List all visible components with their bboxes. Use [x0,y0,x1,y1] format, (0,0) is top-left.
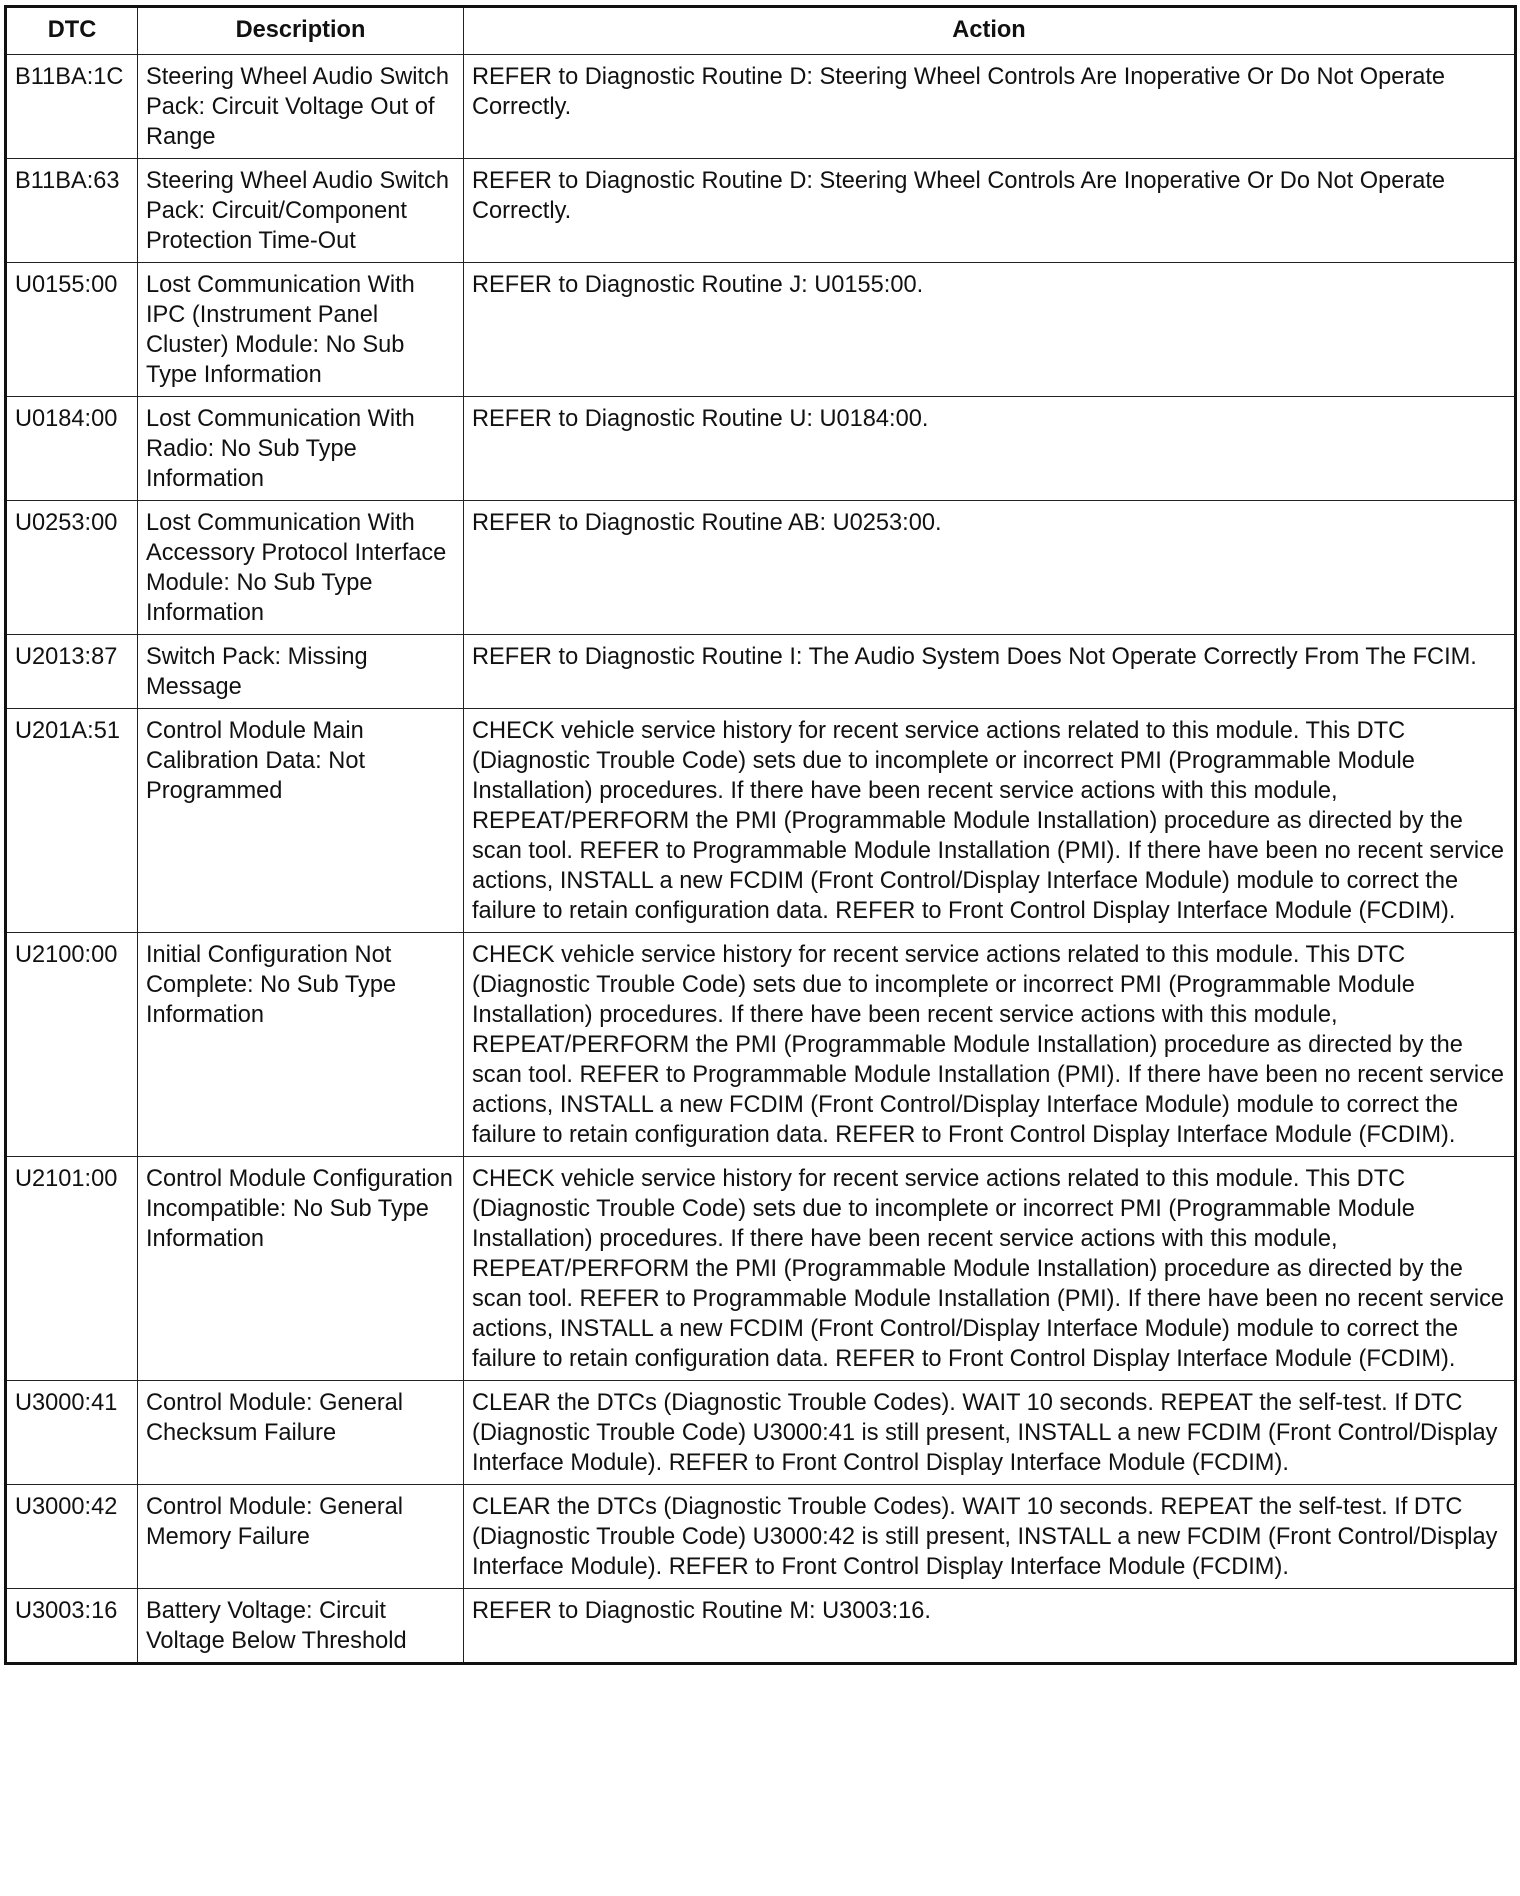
action-cell: REFER to Diagnostic Routine D: Steering Wheel Controls Are Inoperative Or Do Not Operate Correctly. [464,55,1516,159]
dtc-code-cell: U0253:00 [6,501,138,635]
table-row [6,397,1516,501]
description-cell: Steering Wheel Audio Switch Pack: Circuit Voltage Out of Range [138,55,464,159]
table-row [6,55,1516,159]
table-row [6,1381,1516,1485]
description-cell: Control Module Main Calibration Data: Not Programmed [138,709,464,933]
dtc-code-cell: U0155:00 [6,263,138,397]
dtc-code-cell: B11BA:63 [6,159,138,263]
document-page [4,5,1514,1665]
dtc-table [4,5,1517,1665]
description-cell: Lost Communication With Accessory Protocol Interface Module: No Sub Type Information [138,501,464,635]
action-cell: CLEAR the DTCs (Diagnostic Trouble Codes). WAIT 10 seconds. REPEAT the self-test. If DTC (Diagnostic Trouble Code) U3000:42 is still present, INSTALL a new FCDIM (Front Control/Display Interface Module). REFER to Front Control Display Interface Module (FCDIM). [464,1485,1516,1589]
action-cell: REFER to Diagnostic Routine D: Steering Wheel Controls Are Inoperative Or Do Not Operate Correctly. [464,159,1516,263]
table-row [6,263,1516,397]
action-cell: CHECK vehicle service history for recent service actions related to this module. This DTC (Diagnostic Trouble Code) sets due to incomplete or incorrect PMI (Programmable Module Installation) procedures. If there have been recent service actions with this module, REPEAT/PERFORM the PMI (Programmable Module Installation) procedure as directed by the scan tool. REFER to Programmable Module Installation (PMI). If there have been no recent service actions, INSTALL a new FCDIM (Front Control/Display Interface Module) module to correct the failure to retain configuration data. REFER to Front Control Display Interface Module (FCDIM). [464,933,1516,1157]
table-row [6,709,1516,933]
dtc-code-cell: U201A:51 [6,709,138,933]
table-row [6,635,1516,709]
header-dtc: DTC [6,7,138,55]
dtc-code-cell: U0184:00 [6,397,138,501]
table-row [6,1485,1516,1589]
header-description: Description [138,7,464,55]
action-cell: REFER to Diagnostic Routine AB: U0253:00. [464,501,1516,635]
action-cell: REFER to Diagnostic Routine I: The Audio System Does Not Operate Correctly From The FCIM. [464,635,1516,709]
table-row [6,501,1516,635]
description-cell: Control Module Configuration Incompatible: No Sub Type Information [138,1157,464,1381]
action-cell: CHECK vehicle service history for recent service actions related to this module. This DTC (Diagnostic Trouble Code) sets due to incomplete or incorrect PMI (Programmable Module Installation) procedures. If there have been recent service actions with this module, REPEAT/PERFORM the PMI (Programmable Module Installation) procedure as directed by the scan tool. REFER to Programmable Module Installation (PMI). If there have been no recent service actions, INSTALL a new FCDIM (Front Control/Display Interface Module) module to correct the failure to retain configuration data. REFER to Front Control Display Interface Module (FCDIM). [464,1157,1516,1381]
dtc-code-cell: U2101:00 [6,1157,138,1381]
table-row [6,933,1516,1157]
dtc-code-cell: U3000:41 [6,1381,138,1485]
dtc-code-cell: U2100:00 [6,933,138,1157]
description-cell: Steering Wheel Audio Switch Pack: Circuit/Component Protection Time-Out [138,159,464,263]
description-cell: Battery Voltage: Circuit Voltage Below Threshold [138,1589,464,1664]
dtc-code-cell: U2013:87 [6,635,138,709]
description-cell: Switch Pack: Missing Message [138,635,464,709]
description-cell: Initial Configuration Not Complete: No Sub Type Information [138,933,464,1157]
dtc-code-cell: U3003:16 [6,1589,138,1664]
dtc-code-cell: U3000:42 [6,1485,138,1589]
description-cell: Control Module: General Checksum Failure [138,1381,464,1485]
header-action: Action [464,7,1516,55]
table-row [6,1157,1516,1381]
dtc-code-cell: B11BA:1C [6,55,138,159]
table-header-row [6,7,1516,55]
table-row [6,1589,1516,1664]
action-cell: CLEAR the DTCs (Diagnostic Trouble Codes). WAIT 10 seconds. REPEAT the self-test. If DTC (Diagnostic Trouble Code) U3000:41 is still present, INSTALL a new FCDIM (Front Control/Display Interface Module). REFER to Front Control Display Interface Module (FCDIM). [464,1381,1516,1485]
table-row [6,159,1516,263]
description-cell: Control Module: General Memory Failure [138,1485,464,1589]
description-cell: Lost Communication With IPC (Instrument Panel Cluster) Module: No Sub Type Information [138,263,464,397]
description-cell: Lost Communication With Radio: No Sub Type Information [138,397,464,501]
action-cell: REFER to Diagnostic Routine M: U3003:16. [464,1589,1516,1664]
action-cell: REFER to Diagnostic Routine U: U0184:00. [464,397,1516,501]
action-cell: CHECK vehicle service history for recent service actions related to this module. This DTC (Diagnostic Trouble Code) sets due to incomplete or incorrect PMI (Programmable Module Installation) procedures. If there have been recent service actions with this module, REPEAT/PERFORM the PMI (Programmable Module Installation) procedure as directed by the scan tool. REFER to Programmable Module Installation (PMI). If there have been no recent service actions, INSTALL a new FCDIM (Front Control/Display Interface Module) module to correct the failure to retain configuration data. REFER to Front Control Display Interface Module (FCDIM). [464,709,1516,933]
action-cell: REFER to Diagnostic Routine J: U0155:00. [464,263,1516,397]
